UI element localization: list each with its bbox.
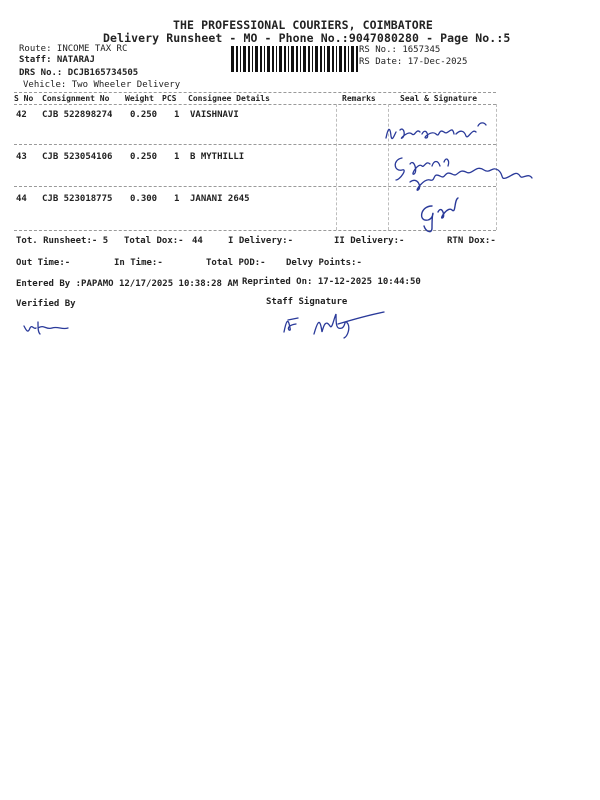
row-consignee: B MYTHILLI [190, 152, 245, 162]
barcode-bar [356, 46, 358, 72]
barcode-bar [348, 46, 349, 72]
divider [14, 92, 496, 93]
row-consignee: JANANI 2645 [190, 194, 250, 204]
row-weight: 0.250 [130, 110, 158, 120]
column-guide [336, 104, 337, 230]
out-time: Out Time:- [16, 258, 71, 268]
total-dox-value: 44 [192, 236, 203, 246]
col-remarks: Remarks [342, 94, 376, 103]
handwritten-signature [382, 116, 492, 150]
barcode-bar [272, 46, 274, 72]
barcode-bar [344, 46, 346, 72]
total-pod: Total POD:- [206, 258, 266, 268]
company-title: THE PROFESSIONAL COURIERS, COIMBATORE [173, 18, 433, 32]
vehicle-label: Vehicle: Two Wheeler Delivery [23, 80, 181, 90]
barcode-bar [332, 46, 334, 72]
barcode-bar [284, 46, 286, 72]
barcode-bar [248, 46, 250, 72]
barcode-bar [351, 46, 354, 72]
col-consignment: Consignment No [42, 94, 110, 103]
reprinted-on: Reprinted On: 17-12-2025 10:44:50 [242, 277, 421, 287]
barcode-bar [264, 46, 265, 72]
verified-by: Verified By [16, 299, 76, 309]
row-consignment: CJB 522898274 [42, 110, 113, 120]
barcode-bar [315, 46, 318, 72]
barcode-icon [231, 46, 359, 72]
row-sno: 43 [16, 152, 27, 162]
barcode-bar [312, 46, 313, 72]
col-seal-signature: Seal & Signature [400, 94, 478, 103]
barcode-bar [320, 46, 322, 72]
row-weight: 0.300 [130, 194, 158, 204]
row-pcs: 1 [174, 194, 180, 204]
staff-signature-handwriting [278, 310, 388, 340]
barcode-bar [252, 46, 253, 72]
barcode-bar [236, 46, 238, 72]
barcode-bar [260, 46, 262, 72]
i-delivery: I Delivery:- [228, 236, 294, 246]
row-pcs: 1 [174, 110, 180, 120]
col-consignee: Consignee Details [188, 94, 270, 103]
row-consignment: CJB 523018775 [42, 194, 113, 204]
barcode-bar [324, 46, 325, 72]
barcode-bar [291, 46, 294, 72]
barcode-bar [276, 46, 277, 72]
handwritten-signature [412, 192, 472, 236]
barcode-bar [243, 46, 246, 72]
divider [14, 104, 496, 105]
col-weight: Weight [125, 94, 154, 103]
barcode-bar [303, 46, 306, 72]
runsheet-subtitle: Delivery Runsheet - MO - Phone No.:9047080280 - Page No.:5 [103, 31, 511, 45]
barcode-bar [336, 46, 337, 72]
row-sno: 44 [16, 194, 27, 204]
barcode-bar [255, 46, 258, 72]
barcode-bar [296, 46, 298, 72]
barcode-bar [279, 46, 282, 72]
row-sno: 42 [16, 110, 27, 120]
total-dox-label: Total Dox:- [124, 236, 184, 246]
row-weight: 0.250 [130, 152, 158, 162]
staff-label: Staff: NATARAJ [19, 55, 95, 65]
entered-by: Entered By :PAPAMO 12/17/2025 10:38:28 AM [16, 279, 239, 289]
route-label: Route: INCOME TAX RC [19, 44, 128, 54]
barcode-bar [339, 46, 342, 72]
barcode-bar [240, 46, 241, 72]
delvy-points: Delvy Points:- [286, 258, 362, 268]
staff-signature-label: Staff Signature [266, 297, 348, 307]
ii-delivery: II Delivery:- [334, 236, 405, 246]
barcode-bar [308, 46, 310, 72]
barcode-bar [327, 46, 330, 72]
rs-number: RS No.: 1657345 [359, 45, 441, 55]
in-time: In Time:- [114, 258, 163, 268]
drs-number: DRS No.: DCJB165734505 [19, 68, 139, 78]
barcode-bar [231, 46, 234, 72]
rs-date: RS Date: 17-Dec-2025 [359, 57, 468, 67]
rtn-dox: RTN Dox:- [447, 236, 496, 246]
col-pcs: PCS [162, 94, 177, 103]
tot-runsheet: Tot. Runsheet:- 5 [16, 236, 109, 246]
verifier-signature [22, 318, 72, 338]
handwritten-signature [388, 150, 538, 194]
row-consignee: VAISHNAVI [190, 110, 239, 120]
barcode-bar [300, 46, 301, 72]
barcode-bar [288, 46, 289, 72]
col-sno: S No [14, 94, 34, 103]
row-pcs: 1 [174, 152, 180, 162]
row-consignment: CJB 523054106 [42, 152, 113, 162]
barcode-bar [267, 46, 270, 72]
